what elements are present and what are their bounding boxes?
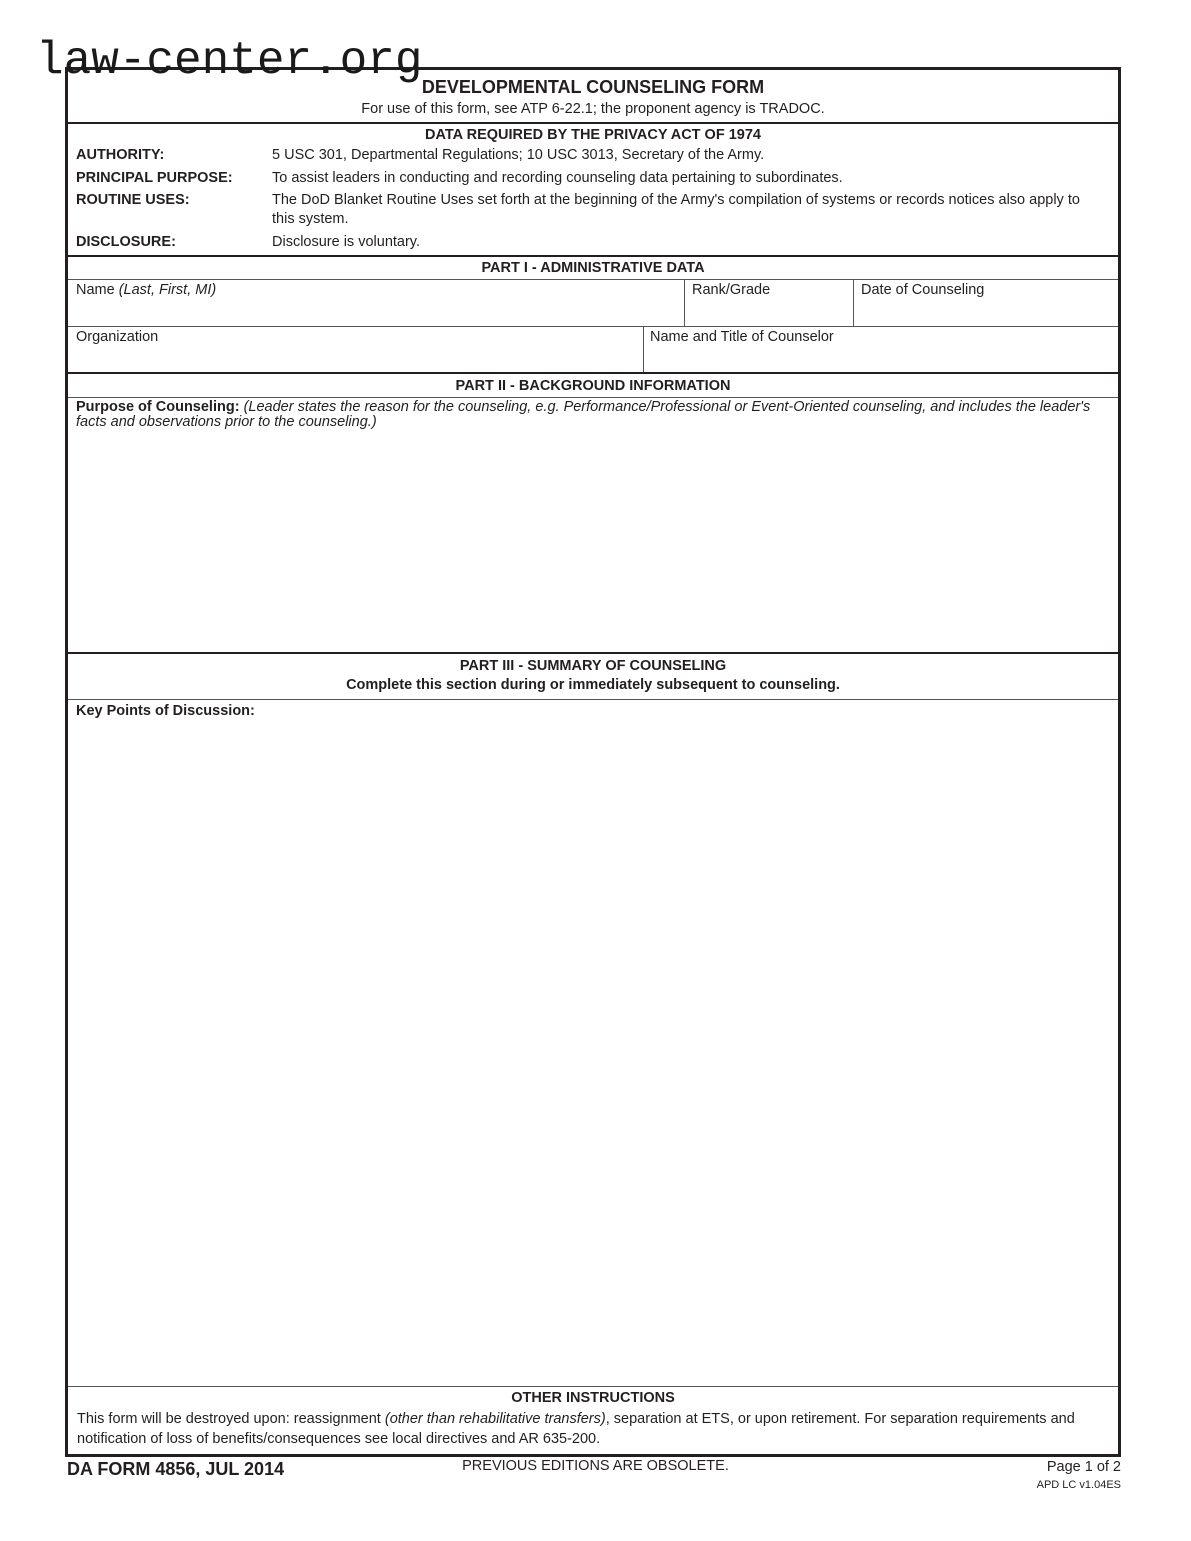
name-input[interactable] [69, 280, 684, 326]
counselor-input[interactable] [644, 327, 1118, 372]
part3-heading: PART III - SUMMARY OF COUNSELING [459, 658, 727, 674]
organization-input[interactable] [69, 327, 643, 372]
key-points-input[interactable] [69, 722, 1117, 1385]
counselor-label: Name and Title of Counselor [650, 329, 834, 345]
purpose-label-text: Purpose of Counseling: [76, 399, 240, 415]
rank-grade-label: Rank/Grade [692, 282, 771, 298]
part3-subheading: Complete this section during or immediately subsequent to counseling. [346, 677, 840, 693]
routine-uses-label: ROUTINE USES: [76, 192, 190, 208]
organization-label: Organization [76, 329, 159, 345]
name-label-hint: (Last, First, MI) [118, 282, 217, 298]
part2-heading: PART II - BACKGROUND INFORMATION [455, 378, 731, 394]
instructions-text-italic: (other than rehabilitative transfers) [384, 1411, 606, 1427]
divider [68, 652, 1118, 654]
principal-purpose-value: To assist leaders in conducting and recording counseling data pertaining to subordinates. [272, 170, 843, 186]
routine-uses-value: The DoD Blanket Routine Uses set forth at the beginning of the Army's compilation of systems or records notices also apply to this system. [272, 192, 1080, 227]
divider [68, 699, 1118, 700]
other-instructions-text [77, 1410, 1112, 1449]
counseling-form [65, 67, 1121, 1457]
instructions-text-part: , separation at ETS, or upon retirement. For separation requirements and notification of loss of benefits/consequences see local directives and AR 635-200. [77, 1411, 1075, 1447]
divider [68, 372, 1118, 374]
purpose-label-hint: (Leader states the reason for the counseling, e.g. Performance/Professional or Event-Oriented counseling, and includes the leader's facts and observations prior to the counseling.) [76, 399, 1091, 430]
version-label: APD LC v1.04ES [1036, 1479, 1121, 1491]
part1-heading: PART I - ADMINISTRATIVE DATA [481, 260, 705, 276]
divider [68, 1386, 1118, 1387]
page-indicator: Page 1 of 2 [1046, 1459, 1121, 1475]
name-label-text: Name [76, 282, 115, 298]
disclosure-value: Disclosure is voluntary. [272, 234, 421, 250]
authority-label: AUTHORITY: [76, 147, 165, 163]
form-title: DEVELOPMENTAL COUNSELING FORM [421, 77, 765, 97]
rank-grade-input[interactable] [685, 280, 853, 326]
watermark: law-center.org [36, 35, 423, 87]
date-of-counseling-input[interactable] [854, 280, 1118, 326]
divider [68, 255, 1118, 257]
principal-purpose-label: PRINCIPAL PURPOSE: [76, 170, 233, 186]
form-number: DA FORM 4856, JUL 2014 [67, 1459, 285, 1479]
form-subtitle: For use of this form, see ATP 6-22.1; the proponent agency is TRADOC. [361, 101, 825, 117]
date-of-counseling-label: Date of Counseling [861, 282, 985, 298]
obsolete-notice: PREVIOUS EDITIONS ARE OBSOLETE. [462, 1458, 729, 1474]
disclosure-label: DISCLOSURE: [76, 234, 176, 250]
key-points-label: Key Points of Discussion: [76, 703, 255, 719]
purpose-of-counseling-input[interactable] [69, 435, 1117, 651]
divider [68, 397, 1118, 398]
authority-value: 5 USC 301, Departmental Regulations; 10 USC 3013, Secretary of the Army. [272, 147, 765, 163]
instructions-text-part: This form will be destroyed upon: reassignment [77, 1411, 385, 1427]
other-instructions-heading: OTHER INSTRUCTIONS [511, 1390, 675, 1406]
purpose-of-counseling-label [76, 400, 1108, 430]
privacy-act-heading: DATA REQUIRED BY THE PRIVACY ACT OF 1974 [425, 127, 761, 143]
divider [68, 122, 1118, 124]
